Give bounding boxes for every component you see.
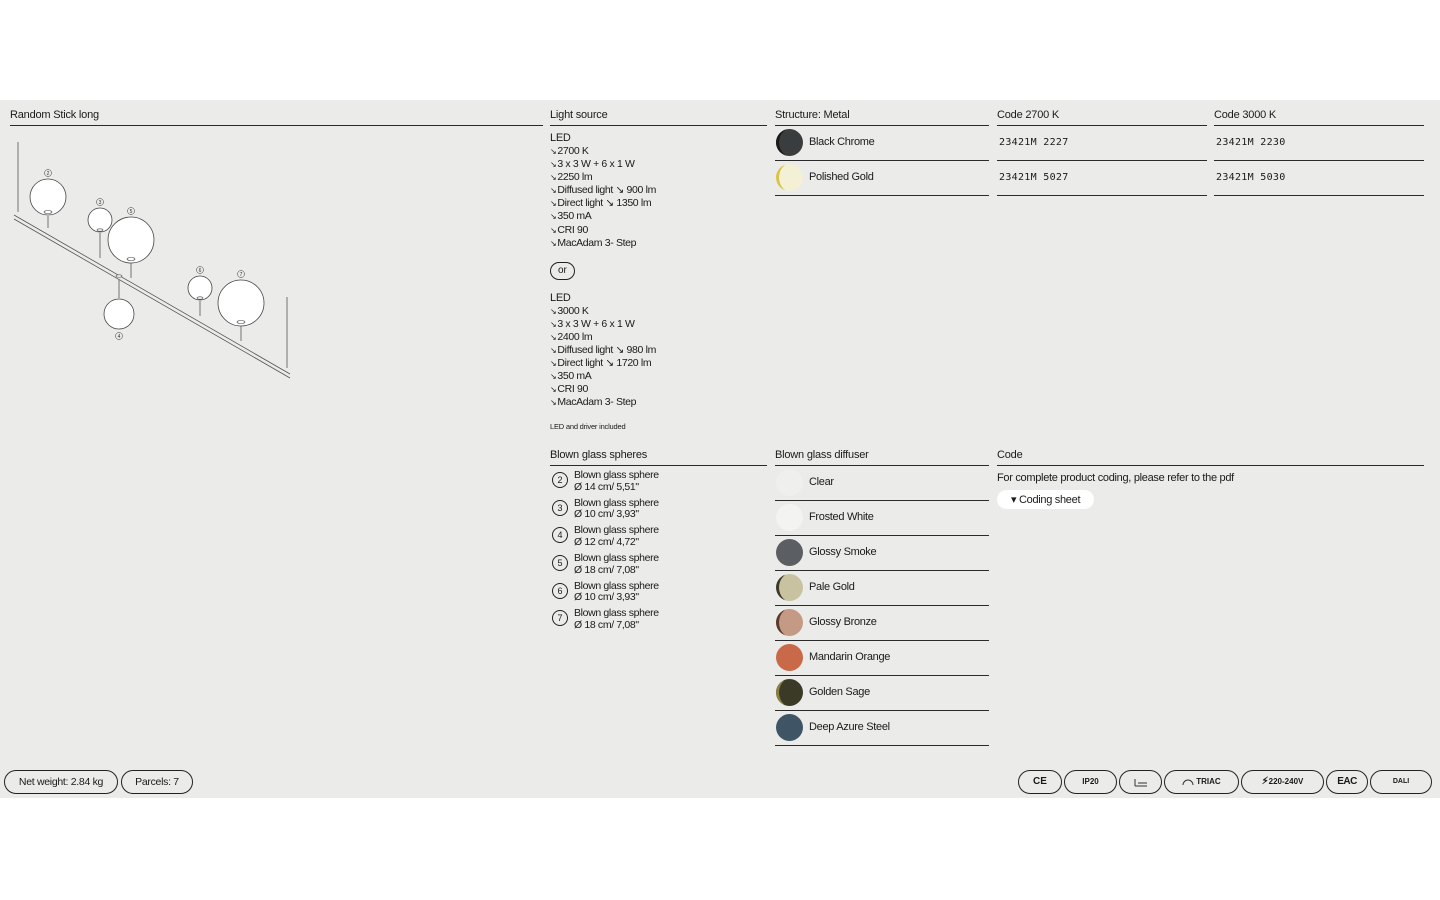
voltage-label: 220-240V [1268, 777, 1304, 786]
sphere-number: 6 [552, 583, 568, 599]
sphere-number: 2 [552, 472, 568, 488]
spec-item: ↘ 3000 K [550, 305, 767, 318]
code-instructions: For complete product coding, please refer to the pdf [997, 472, 1234, 484]
ip20-icon: IP20 [1064, 770, 1117, 794]
led-driver-note: LED and driver included [550, 421, 626, 431]
spec-item: ↘ Direct light ↘ 1720 lm [550, 357, 767, 370]
structure-option-polished-gold[interactable] [775, 161, 989, 196]
sphere-size: Ø 14 cm/ 5,51" [574, 480, 639, 493]
diffuser-option-clear[interactable] [775, 466, 989, 501]
frosted-white-swatch [776, 504, 803, 531]
code-3000-header: Code 3000 K [1214, 108, 1424, 126]
black-chrome-swatch [776, 129, 803, 156]
sphere-item [550, 470, 767, 498]
net-weight-badge: Net weight: 2.84 kg [4, 770, 118, 794]
diffuser-option-mandarin-orange[interactable] [775, 641, 989, 676]
spec-item: ↘ 350 mA [550, 370, 767, 383]
light-source-header: Light source [550, 108, 767, 126]
spec-item: ↘ Diffused light ↘ 900 lm [550, 184, 767, 197]
bolt-glyph: ⚡︎ [1261, 776, 1269, 787]
swatch-label: Golden Sage [809, 686, 870, 698]
diffuser-option-deep-azure-steel[interactable] [775, 711, 989, 746]
sphere-name: Blown glass sphere [574, 524, 659, 537]
structure-header: Structure: Metal [775, 108, 989, 126]
sphere-number: 3 [552, 500, 568, 516]
code-3000-column [1214, 108, 1424, 196]
light-source-column [550, 108, 767, 431]
sphere-size: Ø 12 cm/ 4,72" [574, 535, 639, 548]
sphere-size: Ø 10 cm/ 3,93" [574, 508, 639, 521]
spec-item: ↘ 350 mA [550, 210, 767, 223]
spec-item: ↘ 3 x 3 W + 6 x 1 W [550, 158, 767, 171]
spec-item: ↘ 2700 K [550, 145, 767, 158]
diffuser-option-glossy-smoke[interactable] [775, 536, 989, 571]
pale-gold-swatch [776, 574, 803, 601]
product-drawing [0, 130, 300, 390]
diffuser-option-glossy-bronze[interactable] [775, 606, 989, 641]
glossy-smoke-swatch [776, 539, 803, 566]
product-code: 23421M 2230 [1216, 137, 1286, 148]
ce-mark-icon: CE [1018, 770, 1062, 794]
sphere-number: 4 [552, 527, 568, 543]
spec-item: ↘ 3 x 3 W + 6 x 1 W [550, 318, 767, 331]
callout-3: 3 [98, 200, 102, 206]
code-row [997, 126, 1207, 161]
code-row [997, 161, 1207, 196]
dali-icon: DALI [1370, 770, 1432, 794]
spec-item: ↘ Diffused light ↘ 980 lm [550, 344, 767, 357]
polished-gold-swatch [776, 164, 803, 191]
golden-sage-swatch [776, 679, 803, 706]
spec-item: ↘ CRI 90 [550, 224, 767, 237]
led-option-1-label: LED [550, 132, 571, 144]
deep-azure-steel-swatch [776, 714, 803, 741]
spec-item: ↘ CRI 90 [550, 383, 767, 396]
swatch-label: Frosted White [809, 511, 874, 523]
furniture-mount-glyph [1134, 777, 1148, 787]
swatch-label: Black Chrome [809, 136, 875, 148]
sphere-item [550, 581, 767, 609]
spec-item: ↘ 2250 lm [550, 171, 767, 184]
sphere-size: Ø 18 cm/ 7,08" [574, 618, 639, 631]
code-row [1214, 126, 1424, 161]
diffuser-option-pale-gold[interactable] [775, 571, 989, 606]
sphere-item [550, 525, 767, 553]
led-option-1-specs [550, 145, 767, 250]
voltage-icon [1241, 770, 1324, 794]
structure-option-black-chrome[interactable] [775, 126, 989, 161]
code-column [997, 448, 1424, 509]
sphere-name: Blown glass sphere [574, 496, 659, 509]
spec-item: ↘ 2400 lm [550, 331, 767, 344]
sphere-size: Ø 18 cm/ 7,08" [574, 563, 639, 576]
callout-2: 2 [46, 171, 50, 177]
diffuser-option-golden-sage[interactable] [775, 676, 989, 711]
sphere-number: 5 [552, 555, 568, 571]
callout-6: 6 [198, 268, 202, 274]
diffuser-column [775, 448, 989, 746]
swatch-label: Glossy Smoke [809, 546, 877, 558]
swatch-label: Pale Gold [809, 581, 855, 593]
parcels-badge: Parcels: 7 [121, 770, 193, 794]
code-header: Code [997, 448, 1424, 466]
eac-mark-icon: EAC [1326, 770, 1368, 794]
spheres-header: Blown glass spheres [550, 448, 767, 466]
spec-item: ↘ MacAdam 3- Step [550, 396, 767, 409]
swatch-label: Clear [809, 476, 834, 488]
swatch-label: Deep Azure Steel [809, 721, 890, 733]
spheres-column [550, 448, 767, 636]
swatch-label: Glossy Bronze [809, 616, 877, 628]
product-title: Random Stick long [10, 108, 543, 126]
callout-4: 4 [117, 334, 121, 340]
product-code: 23421M 2227 [999, 137, 1069, 148]
sphere-name: Blown glass sphere [574, 552, 659, 565]
spec-item: ↘ Direct light ↘ 1350 lm [550, 197, 767, 210]
swatch-label: Mandarin Orange [809, 651, 891, 663]
mandarin-orange-swatch [776, 644, 803, 671]
sphere-item [550, 608, 767, 636]
code-2700-header: Code 2700 K [997, 108, 1207, 126]
sphere-item [550, 553, 767, 581]
product-column [10, 108, 543, 126]
product-code: 23421M 5030 [1216, 172, 1286, 183]
diffuser-option-frosted-white[interactable] [775, 501, 989, 536]
product-code: 23421M 5027 [999, 172, 1069, 183]
structure-column [775, 108, 989, 196]
dimmer-glyph [1182, 778, 1194, 786]
sphere-size: Ø 10 cm/ 3,93" [574, 591, 639, 604]
sphere-name: Blown glass sphere [574, 607, 659, 620]
triac-label: TRIAC [1196, 777, 1221, 786]
swatch-label: Polished Gold [809, 171, 874, 183]
code-row [1214, 161, 1424, 196]
sphere-name: Blown glass sphere [574, 469, 659, 481]
diffuser-header: Blown glass diffuser [775, 448, 989, 466]
or-badge: or [550, 262, 575, 280]
callout-5: 5 [129, 209, 133, 215]
coding-sheet-button[interactable]: ▾ Coding sheet [997, 490, 1094, 509]
led-option-2-specs [550, 305, 767, 410]
triac-dimmable-icon [1164, 770, 1239, 794]
sphere-item [550, 498, 767, 526]
clear-swatch [776, 469, 803, 496]
sphere-number: 7 [552, 610, 568, 626]
spec-item: ↘ MacAdam 3- Step [550, 237, 767, 250]
callout-7: 7 [239, 272, 243, 278]
glossy-bronze-swatch [776, 609, 803, 636]
furniture-mount-icon [1119, 770, 1162, 794]
code-2700-column [997, 108, 1207, 196]
sphere-name: Blown glass sphere [574, 579, 659, 592]
led-option-2-label: LED [550, 291, 571, 304]
